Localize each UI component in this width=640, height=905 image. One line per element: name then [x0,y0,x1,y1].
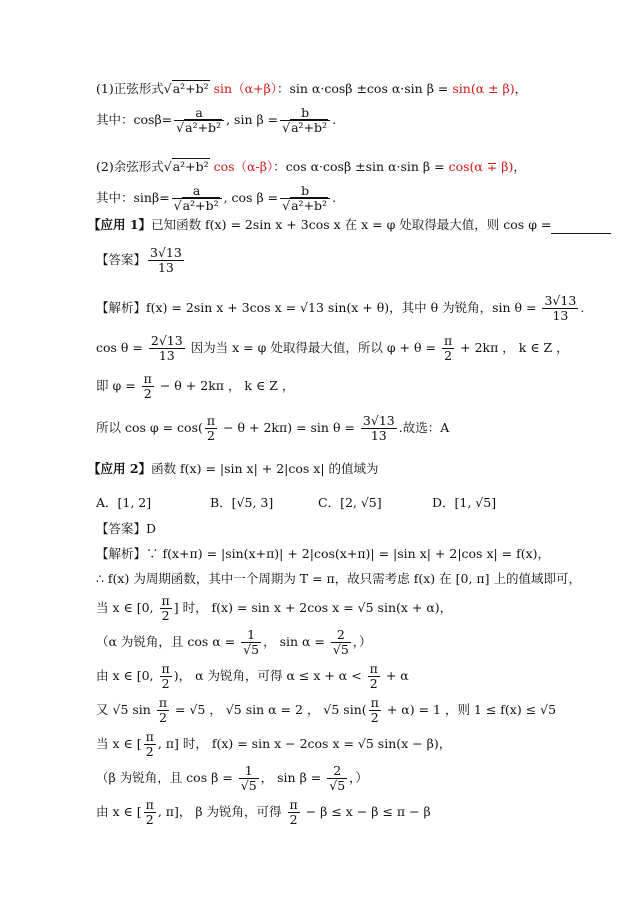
analysis-text: ，） [349,770,368,785]
punct: ， [513,159,526,174]
pi-half-fraction [144,730,156,759]
analysis-text: ， sin α = [263,634,329,649]
option-b: B．[√5, 3] [210,495,274,510]
analysis-text: − θ + 2kπ ， k ∈ Z ， [155,378,295,393]
denominator: 2 [158,710,167,725]
sine-form-result: sin(α ± β) [452,81,515,96]
denominator: 13 [157,260,174,275]
cosine-form-expansion: ：cos α·cosβ ±sin α·sin β = [273,159,449,174]
app1-analysis-4 [96,414,449,443]
app1-analysis-3 [96,372,294,401]
numerator: 2 [331,628,351,643]
app1-heading: 【应用 1】 [88,217,152,232]
analysis-text: ，） [352,634,372,649]
app2-heading: 【应用 2】 [88,461,152,476]
analysis-text: 又 √5 sin [96,702,155,717]
answer-fraction [148,246,184,275]
sine-form-red-term: sin（α+β） [209,81,277,96]
analysis-text: cos θ = [96,340,147,355]
analysis-text: （β 为锐角，且 cos β = [96,770,237,785]
app2-analysis-2: ∴ f(x) 为周期函数，其中一个周期为 T = π，故只需考虑 f(x) 在 [0, π] 上的值域即可， [96,571,581,586]
analysis-text: .故选：A [398,420,450,435]
denominator: 2 [161,608,170,623]
analysis-text: 所以 cos φ = cos( [96,420,203,435]
cos-beta-fraction [239,764,259,793]
denominator: √5 [243,642,260,657]
numerator: b [280,106,330,121]
sin-alpha-fraction [331,628,351,657]
numerator: π [145,729,154,744]
sin-theta-fraction [542,294,578,323]
analysis-text: − θ + 2kπ) = sin θ = [219,420,359,435]
numerator: π [143,371,152,386]
app2-question-text: 函数 f(x) = |sin x| + 2|cos x| 的值域为 [151,461,379,476]
numerator: π [145,797,154,812]
sine-form-line: (1)正弦形式√a²+b² sin（α+β）：sin α·cosβ ±cos α·sin β = sin(α ± β)， [96,81,528,96]
option-a: A．[1, 2] [96,495,152,510]
numerator: 2√13 [150,333,183,348]
pi-half-fraction [369,696,381,725]
analysis-text: − β ≤ x − β ≤ π − β [301,804,431,819]
app2-analysis-1: 【解析】∵ f(x+π) = |sin(x+π)| + 2|cos(x+π)| = |sin x| + 2|cos x| = f(x)， [96,546,551,561]
app2-analysis-6 [96,696,556,725]
denominator: 2 [143,386,152,401]
denominator: a²+b² [185,120,222,135]
option-c: C．[2, √5] [318,495,382,510]
where-mid: , cos β = [223,190,279,205]
numerator: 3√13 [362,413,395,428]
denominator: a²+b² [182,198,219,213]
pi-half-fraction [288,798,300,827]
analysis-text: 即 φ = [96,378,140,393]
app2-answer: 【答案】D [96,521,157,536]
cosine-form-line: (2)余弦形式√a²+b² cos（α-β）：cos α·cosβ ±sin α·sin β = cos(α ∓ β)， [96,159,526,174]
app2-analysis-4 [96,628,372,657]
denominator: √5 [332,642,349,657]
app2-analysis-8 [96,764,368,793]
denominator: 2 [444,348,453,363]
numerator: π [289,797,298,812]
numerator: π [161,661,170,676]
pi-half-fraction [368,662,380,691]
sine-form-where-line [96,106,336,135]
numerator: 3√13 [150,245,182,260]
app1-analysis-2 [96,334,569,363]
numerator: b [280,184,330,199]
analysis-text: = √5 ， √5 sin α = 2 ， √5 sin( [171,702,367,717]
pi-half-fraction [160,594,172,623]
analysis-text: , π]， β 为锐角，可得 [157,804,286,819]
pi-half-fraction [205,414,217,443]
app2-analysis-3 [96,594,452,623]
denominator: 2 [145,812,154,827]
numerator: π [161,593,170,608]
pi-half-fraction [160,662,172,691]
denominator: a²+b² [291,120,328,135]
denominator: √5 [240,778,257,793]
option-d: D．[1, √5] [432,495,497,510]
denominator: 2 [161,676,170,691]
answer-blank [551,233,611,234]
numerator: π [369,661,378,676]
pi-half-fraction [157,696,169,725]
analysis-text: + 2kπ ， k ∈ Z ， [456,340,569,355]
numerator: π [370,695,379,710]
analysis-text: f(x) = 2sin x + 3cos x = √13 sin(x + θ)，其中 θ 为锐角，sin θ = [146,300,541,315]
denominator: 2 [289,812,298,827]
sine-form-sqrt: a²+b² [172,81,209,96]
app2-analysis-7 [96,730,451,759]
numerator: 2 [327,764,347,779]
denominator: 2 [207,428,215,443]
sine-form-label: (1)正弦形式 [96,81,164,96]
analysis-text: , π] 时， f(x) = sin x − 2cos x = √5 sin(x − β)， [157,736,452,751]
app1-question-text: 已知函数 f(x) = 2sin x + 3cos x 在 x = φ 处取得最大值，则 cos φ = [151,217,552,232]
numerator: π [206,413,216,428]
numerator: a [174,106,224,121]
analysis-text: ， sin β = [260,770,326,785]
answer-label: 【答案】 [96,252,147,267]
cosine-form-red-term: cos（α-β） [209,159,274,174]
denominator: a²+b² [291,198,328,213]
denominator: 2 [145,744,154,759]
app2-question [88,460,379,478]
numerator: 1 [239,764,259,779]
cosine-form-where-line [96,184,336,213]
where-label: 其中：sinβ= [96,190,170,205]
cos-beta-fraction: $\frac{a}{\text{√a²+b²}}$ [174,106,224,135]
cosine-form-label: (2)余弦形式 [96,159,164,174]
analysis-label: 【解析】 [96,300,147,315]
sin-beta-fraction [327,764,347,793]
denominator: 13 [552,308,569,323]
punct: . [580,300,585,315]
app2-analysis-9 [96,798,431,827]
numerator: π [443,333,453,348]
analysis-text: （α 为锐角，且 cos α = [96,634,240,649]
sine-form-expansion: ：sin α·cosβ ±cos α·sin β = [276,81,453,96]
cos-alpha-fraction [241,628,261,657]
punct: . [332,112,337,127]
analysis-text: 当 x ∈ [ [96,736,142,751]
where-mid: , sin β = [226,112,279,127]
analysis-text: )， α 为锐角，可得 α ≤ x + α < [173,668,366,683]
analysis-text: + α [381,668,409,683]
analysis-text: 由 x ∈ [ [96,804,142,819]
punct: . [332,190,337,205]
app1-analysis-1 [96,294,584,323]
sin-beta-fraction: $\frac{b}{\text{√a²+b²}}$ [280,106,330,135]
numerator: π [158,695,168,710]
analysis-text: 由 x ∈ [0, [96,668,158,683]
where-label: 其中：cosβ= [96,112,173,127]
cos-beta-fraction: $\frac{b}{\text{√a²+b²}}$ [280,184,330,213]
pi-half-fraction [144,798,156,827]
denominator: 13 [370,428,387,443]
cos-theta-fraction [149,334,185,363]
app1-answer [96,246,186,275]
sin-beta-fraction: $\frac{a}{\text{√a²+b²}}$ [172,184,222,213]
punct: ， [514,81,528,96]
numerator: 1 [241,628,261,643]
numerator: a [172,184,222,199]
analysis-text: ] 时， f(x) = sin x + 2cos x = √5 sin(x + α)， [173,600,453,615]
cosine-form-sqrt: a²+b² [172,159,209,174]
pi-half-fraction [442,334,454,363]
result-fraction [361,414,397,443]
numerator: 3√13 [544,293,577,308]
denominator: 2 [369,676,378,691]
denominator: 13 [158,348,175,363]
denominator: √5 [329,778,346,793]
cosine-form-result: cos(α ∓ β) [448,159,514,174]
analysis-text: 因为当 x = φ 处取得最大值，所以 φ + θ = [186,340,440,355]
analysis-text: + α) = 1 ，则 1 ≤ f(x) ≤ √5 [382,702,557,717]
app1-question [88,216,611,234]
pi-half-fraction [142,372,154,401]
analysis-text: 当 x ∈ [0, [96,600,158,615]
app2-analysis-5 [96,662,409,691]
denominator: 2 [370,710,379,725]
